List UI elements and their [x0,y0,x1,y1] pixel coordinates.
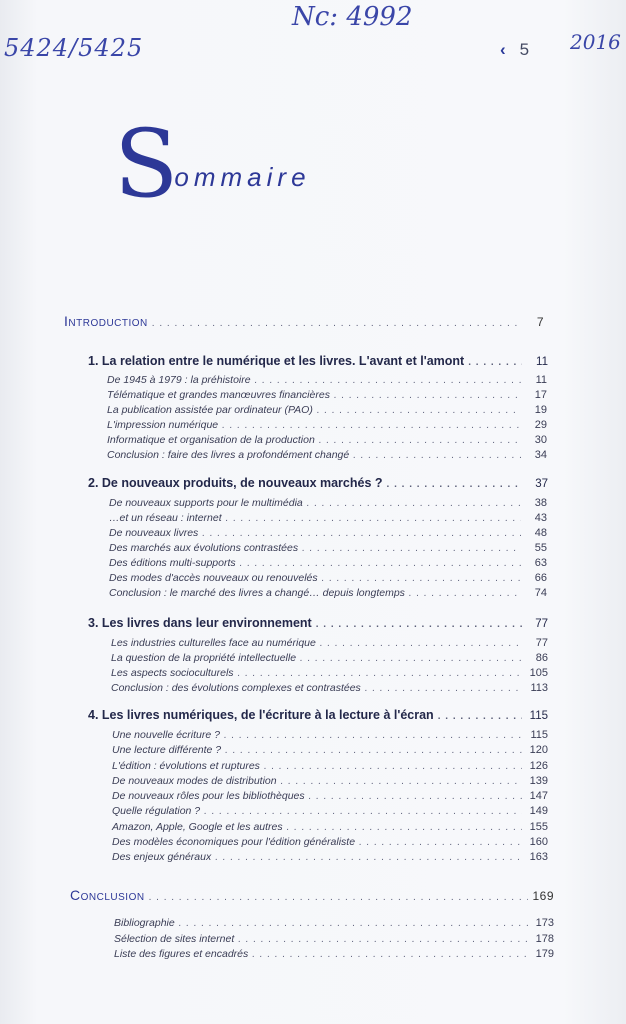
dot-leader [204,806,522,817]
dot-leader [215,852,522,863]
dot-leader [287,822,522,833]
toc-chapter-3 [88,616,548,630]
dot-leader [365,683,522,694]
toc-page: 11 [535,374,547,386]
toc-page: 43 [534,512,547,524]
entry-label: De 1945 à 1979 : la préhistoire [107,374,251,386]
toc-entry [109,527,547,539]
toc-page: 179 [535,948,554,960]
toc-entry [112,729,548,741]
chapter-title: 4. Les livres numériques, de l'écriture à la lecture à l'écran [88,708,434,722]
page-title [114,110,315,219]
dot-leader [409,588,521,599]
toc-entry [107,449,547,461]
entry-label: Des marchés aux évolutions contrastées [109,542,299,554]
entry-label: Informatique et organisation de la production [107,434,315,446]
entry-label: Les industries culturelles face au numérique [111,637,316,649]
dot-leader [317,405,521,416]
toc-entry [107,419,547,431]
entry-label: De nouveaux livres [109,527,199,539]
dot-leader [179,918,528,929]
entry-label: L'édition : évolutions et ruptures [112,760,260,772]
dot-leader [240,558,521,569]
toc-entry [112,805,548,817]
entry-label: Quelle régulation ? [112,805,201,817]
toc-entry [112,775,548,787]
toc-page: 115 [529,710,548,722]
dot-leader [302,543,521,554]
toc-entry [109,572,547,584]
toc-page: 169 [532,889,554,903]
dot-leader [202,528,521,539]
toc-appendix [114,933,554,945]
toc-page: 139 [529,775,548,787]
dot-leader [224,730,522,741]
toc-page: 17 [534,389,547,401]
toc-chapter-1 [88,354,548,368]
toc-page: 115 [530,729,548,741]
toc-page: 7 [536,315,544,329]
entry-label: Amazon, Apple, Google et les autres [112,821,283,833]
toc-page: 29 [534,419,547,431]
toc-page: 66 [534,572,547,584]
dot-leader [252,949,528,960]
entry-label: Télématique et grandes manœuvres financières [107,389,330,401]
dot-leader [238,934,528,945]
toc-chapter-4 [88,708,548,722]
dot-leader [225,745,522,756]
entry-label: Liste des figures et encadrés [114,948,249,960]
dot-leader [334,390,521,401]
toc-page: 19 [534,404,547,416]
toc-entry [111,667,548,679]
toc-entry [112,851,548,863]
toc-entry [112,836,548,848]
entry-label: Conclusion : le marché des livres a changé… depuis longtemps [109,587,405,599]
entry-label: Conclusion : faire des livres a profondément changé [107,449,350,461]
toc-page: 105 [529,667,548,679]
dot-leader [320,638,522,649]
page-number: 5 [519,40,530,59]
entry-label: La publication assistée par ordinateur (PAO) [107,404,313,416]
toc-entry [109,497,547,509]
toc-chapter-2 [88,476,548,490]
toc-entry [109,557,547,569]
toc-entry [107,374,547,386]
entry-label: Sélection de sites internet [114,933,235,945]
handwritten-call-number: 5424/5425 [4,34,144,62]
dot-leader [322,573,521,584]
chapter-title: 3. Les livres dans leur environnement [88,616,312,630]
toc-appendix [114,917,554,929]
toc-page: 86 [535,652,548,664]
entry-label: …et un réseau : internet [109,512,222,524]
toc-page: 160 [529,836,548,848]
dot-leader [255,375,521,386]
entry-label: Conclusion : des évolutions complexes et contrastées [111,682,361,694]
entry-label: Une nouvelle écriture ? [112,729,220,741]
dot-leader [281,776,522,787]
toc-page: 173 [535,917,554,929]
toc-entry [109,512,547,524]
toc-page: 77 [535,618,548,630]
entry-label: Bibliographie [114,917,175,929]
toc-page: 34 [534,449,547,461]
toc-page: 11 [536,356,548,368]
toc-page: 37 [535,478,548,490]
toc-page: 178 [535,933,554,945]
entry-label: Des modes d'accès nouveaux ou renouvelés [109,572,318,584]
dot-leader [353,450,521,461]
dot-leader [149,892,528,903]
dot-leader [222,420,521,431]
toc-entry [111,637,548,649]
toc-entry [112,821,548,833]
dot-leader [468,357,522,368]
dot-leader [387,479,522,490]
toc-entry [112,790,548,802]
entry-label: De nouveaux supports pour le multimédia [109,497,303,509]
dot-leader [438,711,522,722]
toc-part-label: Introduction [64,313,148,329]
toc-introduction [64,313,544,329]
entry-label: Des modèles économiques pour l'édition généraliste [112,836,356,848]
title-initial: S [114,110,179,219]
chevron-left-icon: ‹ [500,40,506,59]
page-number-header [500,40,529,60]
toc-entry [111,682,548,694]
toc-entry [107,404,547,416]
toc-entry [107,434,547,446]
handwritten-nc-number: Nc: 4992 [292,2,413,32]
toc-appendix [114,948,554,960]
toc-page: 63 [534,557,547,569]
dot-leader [309,791,522,802]
toc-entry [111,652,548,664]
toc-page: 163 [529,851,548,863]
dot-leader [238,668,522,679]
title-rest: ommaire [174,162,311,192]
toc-entry [109,542,547,554]
toc-entry [112,744,548,756]
toc-page: 147 [529,790,548,802]
entry-label: Des éditions multi-supports [109,557,236,569]
dot-leader [226,513,521,524]
dot-leader [152,318,518,329]
entry-label: Les aspects socioculturels [111,667,234,679]
toc-page: 113 [530,682,548,694]
toc-page: 120 [529,744,548,756]
entry-label: Une lecture différente ? [112,744,222,756]
handwritten-year: 2016 [570,30,621,54]
toc-page: 38 [534,497,547,509]
toc-page: 77 [535,637,548,649]
toc-page: 55 [534,542,547,554]
toc-entry [109,587,547,599]
chapter-title: 1. La relation entre le numérique et les livres. L'avant et l'amont [88,354,465,368]
dot-leader [316,619,522,630]
toc-page: 155 [529,821,548,833]
dot-leader [359,837,522,848]
toc-page: 126 [529,760,548,772]
toc-entry [107,389,547,401]
chapter-title: 2. De nouveaux produits, de nouveaux marchés ? [88,476,383,490]
toc-page: 74 [534,587,547,599]
toc-conclusion [70,887,554,903]
toc-page: 149 [529,805,548,817]
toc-page: 48 [534,527,547,539]
toc-page: 30 [534,434,547,446]
dot-leader [307,498,521,509]
entry-label: De nouveaux rôles pour les bibliothèques [112,790,305,802]
entry-label: De nouveaux modes de distribution [112,775,277,787]
toc-entry [112,760,548,772]
toc-part-label: Conclusion [70,887,145,903]
dot-leader [319,435,521,446]
entry-label: Des enjeux généraux [112,851,212,863]
dot-leader [264,761,522,772]
dot-leader [300,653,522,664]
entry-label: La question de la propriété intellectuelle [111,652,297,664]
entry-label: L'impression numérique [107,419,219,431]
